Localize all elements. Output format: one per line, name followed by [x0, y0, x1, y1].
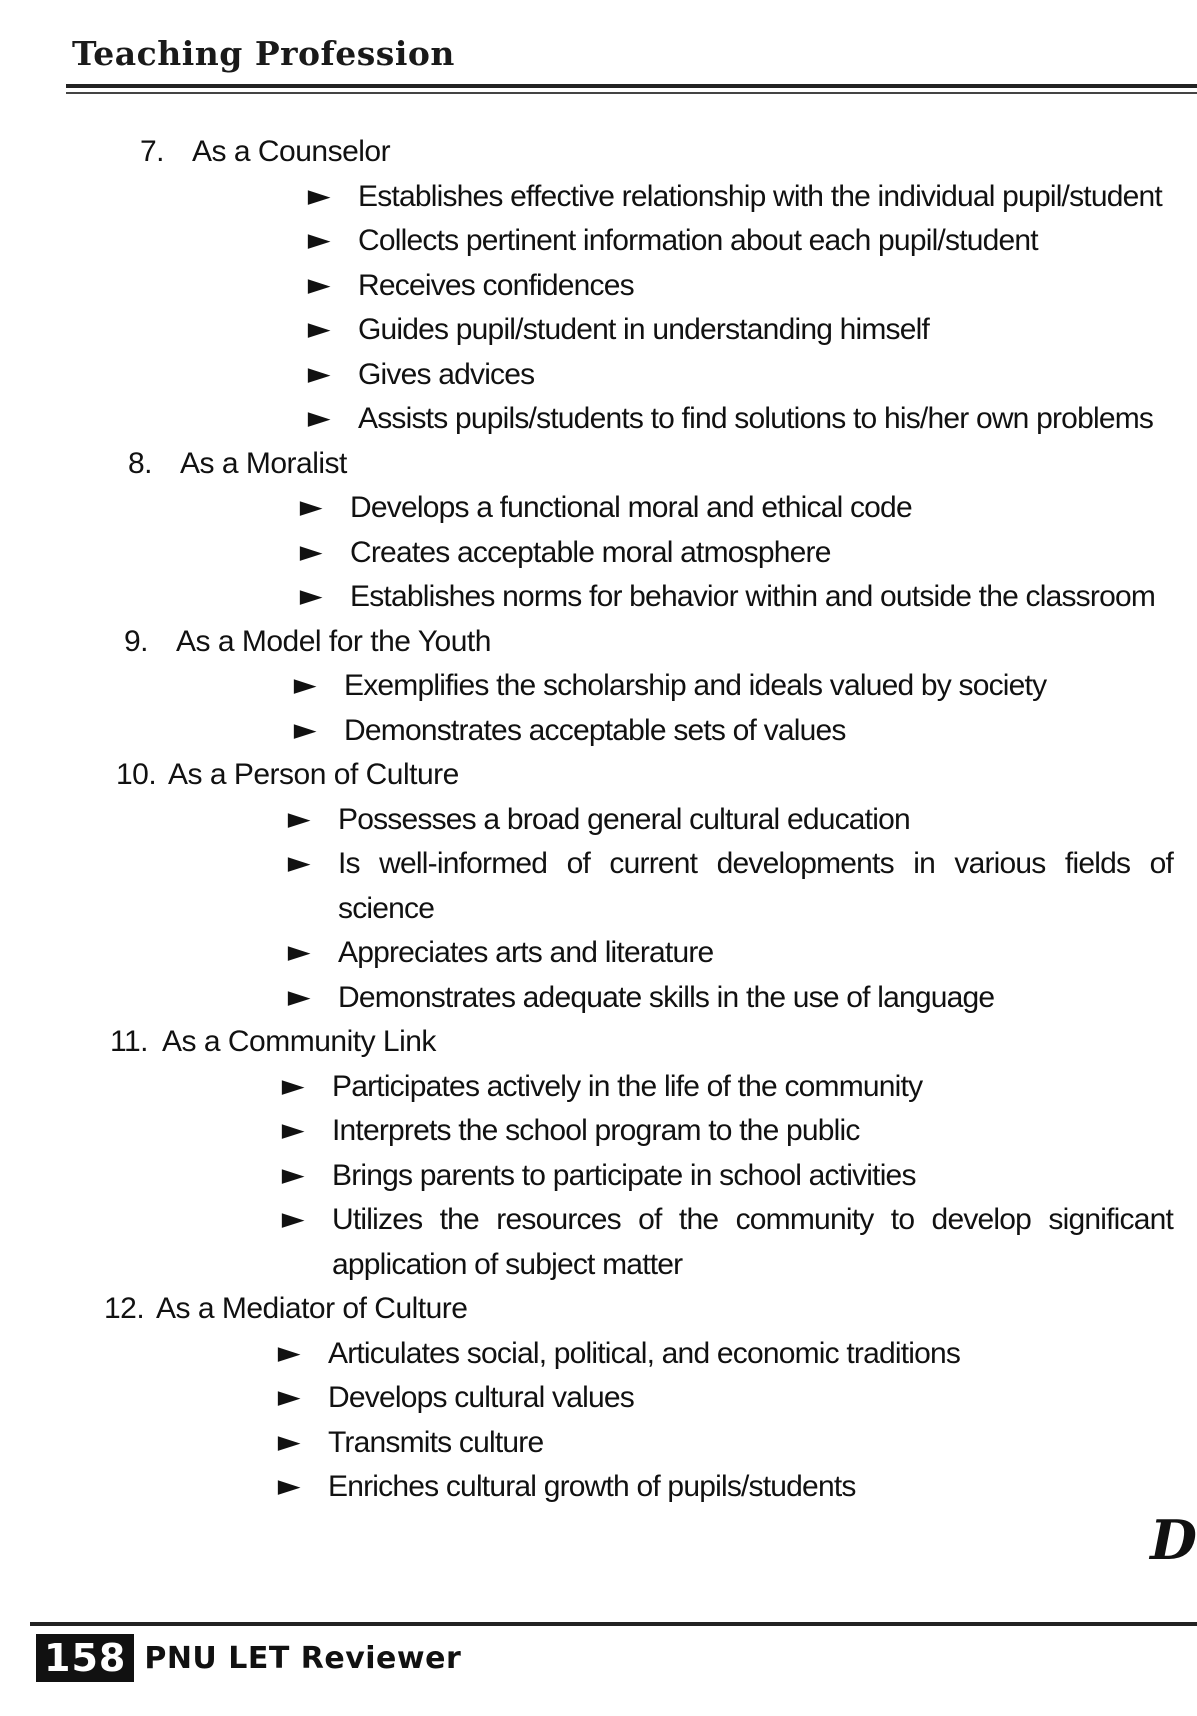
list-item: [0, 353, 1197, 398]
section-number: 12.: [104, 1292, 145, 1325]
list-item: [0, 798, 1197, 843]
list-item-text: Possesses a broad general cultural education: [338, 802, 910, 836]
list-item-text: Receives confidences: [358, 268, 634, 302]
section-title: [0, 1287, 1197, 1332]
arrow-bullet-icon: ▶: [281, 1075, 304, 1097]
list-item-text: Exemplifies the scholarship and ideals valued by society: [344, 669, 1047, 702]
section-title: [0, 130, 1197, 175]
arrow-bullet-icon: ▶: [281, 1119, 304, 1142]
section: [0, 620, 1197, 754]
list-item-text: Articulates social, political, and economic traditions: [328, 1336, 961, 1370]
section-number: 9.: [124, 624, 149, 658]
page-content: [0, 130, 1197, 1510]
footer-title: PNU LET Reviewer: [144, 1640, 462, 1676]
list-item: [0, 931, 1197, 976]
section-title: [0, 442, 1197, 487]
section-number: 8.: [128, 446, 153, 480]
list-item-text: Participates actively in the life of the community: [332, 1069, 923, 1103]
list-item-text: Appreciates arts and literature: [338, 936, 714, 969]
section-title-text: As a Mediator of Culture: [156, 1292, 468, 1325]
list-item: [0, 709, 1197, 754]
section: [0, 753, 1197, 1020]
arrow-bullet-icon: ▶: [299, 541, 322, 563]
header-title: Teaching Profession: [72, 34, 455, 73]
list-item-text: Assists pupils/students to find solutions to his/her own problems: [358, 402, 1154, 435]
header-rule: [66, 84, 1197, 88]
section-title-text: As a Model for the Youth: [176, 624, 491, 658]
arrow-bullet-icon: ▶: [287, 808, 310, 830]
bullet-list: [0, 175, 1197, 442]
section-number: 7.: [140, 135, 165, 168]
bullet-list: [0, 664, 1197, 753]
list-item-text: Brings parents to participate in school activities: [332, 1158, 916, 1192]
section-title-text: As a Counselor: [192, 135, 391, 168]
section-title-text: As a Person of Culture: [168, 758, 459, 791]
list-item: [0, 664, 1197, 709]
list-item: [0, 1154, 1197, 1199]
arrow-bullet-icon: ▶: [299, 585, 322, 608]
arrow-bullet-icon: ▶: [293, 719, 316, 741]
list-item: [0, 1376, 1197, 1421]
list-item: [0, 976, 1197, 1021]
section: [0, 130, 1197, 442]
list-item-text: Develops a functional moral and ethical code: [350, 491, 912, 524]
list-item: [0, 219, 1197, 264]
section: [0, 442, 1197, 620]
section: [0, 1020, 1197, 1287]
section-title-text: As a Moralist: [180, 446, 347, 480]
list-item-text: Develops cultural values: [328, 1381, 634, 1414]
list-item-text: Collects pertinent information about each pupil/student: [358, 224, 1038, 257]
section-title-text: As a Community Link: [162, 1025, 436, 1058]
bullet-list: [0, 486, 1197, 620]
list-item: [0, 842, 1197, 931]
section-number: 10.: [116, 758, 157, 791]
list-item-text: Utilizes the resources of the community to develop significant application of subject matter: [332, 1203, 1173, 1281]
section-title: [0, 620, 1197, 665]
arrow-bullet-icon: ▶: [307, 229, 330, 252]
arrow-bullet-icon: ▶: [287, 986, 310, 1008]
list-item-text: Gives advices: [358, 357, 535, 391]
list-item-text: Transmits culture: [328, 1425, 544, 1459]
edge-fragment: D: [1150, 1508, 1197, 1572]
list-item: [0, 397, 1197, 442]
list-item: [0, 531, 1197, 576]
list-item-text: Creates acceptable moral atmosphere: [350, 535, 831, 569]
arrow-bullet-icon: ▶: [287, 852, 310, 875]
list-item: [0, 175, 1197, 220]
list-item: [0, 1465, 1197, 1510]
arrow-bullet-icon: ▶: [277, 1386, 300, 1409]
section-title: [0, 1020, 1197, 1065]
arrow-bullet-icon: ▶: [307, 363, 330, 385]
arrow-bullet-icon: ▶: [307, 185, 330, 207]
list-item: [0, 308, 1197, 353]
section: [0, 1287, 1197, 1510]
arrow-bullet-icon: ▶: [281, 1208, 304, 1231]
arrow-bullet-icon: ▶: [277, 1475, 300, 1498]
section-title: [0, 753, 1197, 798]
list-item-text: Enriches cultural growth of pupils/students: [328, 1470, 856, 1503]
list-item: [0, 264, 1197, 309]
page-number: 158: [36, 1634, 134, 1682]
list-item-text: Interprets the school program to the public: [332, 1114, 860, 1147]
arrow-bullet-icon: ▶: [281, 1164, 304, 1186]
list-item-text: Demonstrates adequate skills in the use of language: [338, 980, 995, 1014]
list-item: [0, 1065, 1197, 1110]
arrow-bullet-icon: ▶: [293, 674, 316, 697]
list-item-text: Guides pupil/student in understanding himself: [358, 313, 930, 346]
section-number: 11.: [110, 1025, 148, 1058]
list-item-text: Establishes effective relationship with the individual pupil/student: [358, 179, 1162, 213]
footer-rule: [30, 1622, 1197, 1626]
list-item-text: Demonstrates acceptable sets of values: [344, 713, 846, 747]
bullet-list: [0, 798, 1197, 1021]
list-item: [0, 1332, 1197, 1377]
arrow-bullet-icon: ▶: [287, 941, 310, 964]
list-item-text: Is well-informed of current developments in various fields of science: [338, 847, 1173, 925]
arrow-bullet-icon: ▶: [307, 274, 330, 296]
list-item: [0, 1198, 1197, 1287]
arrow-bullet-icon: ▶: [277, 1431, 300, 1453]
arrow-bullet-icon: ▶: [307, 407, 330, 430]
list-item: [0, 1421, 1197, 1466]
list-item: [0, 486, 1197, 531]
header-rule-thin: [66, 92, 1197, 94]
bullet-list: [0, 1332, 1197, 1510]
page-footer: [36, 1634, 461, 1682]
list-item: [0, 575, 1197, 620]
bullet-list: [0, 1065, 1197, 1288]
arrow-bullet-icon: ▶: [299, 496, 322, 519]
arrow-bullet-icon: ▶: [307, 318, 330, 341]
list-item: [0, 1109, 1197, 1154]
arrow-bullet-icon: ▶: [277, 1342, 300, 1364]
list-item-text: Establishes norms for behavior within and outside the classroom: [350, 580, 1156, 613]
